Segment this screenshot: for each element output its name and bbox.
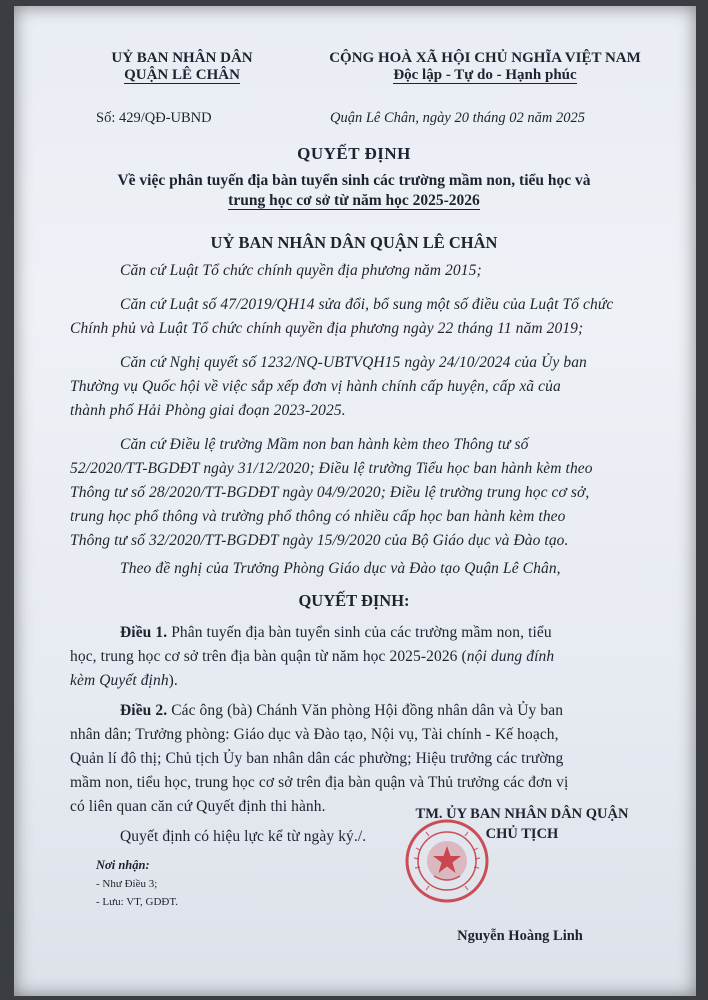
decision-subject-line1: Về việc phân tuyến địa bàn tuyển sinh các trường mầm non, tiểu học và: [117, 172, 591, 189]
basis-line: Thông tư số 32/2020/TT-BGDĐT ngày 15/9/2020 của Bộ Giáo dục và Đào tạo.: [70, 532, 569, 549]
article1-line1: Điều 1. Phân tuyến địa bàn tuyển sinh của các trường mầm non, tiểu: [120, 624, 552, 641]
basis-line: Thường vụ Quốc hội về việc sắp xếp đơn vị hành chính cấp huyện, cấp xã của: [70, 378, 561, 395]
basis-line: Thông tư số 28/2020/TT-BGDĐT ngày 04/9/2020; Điều lệ trường trung học cơ sở,: [70, 484, 590, 501]
issuer-heading: UỶ BAN NHÂN DÂN QUẬN LÊ CHÂN: [210, 233, 498, 252]
nation-motto: Độc lập - Tự do - Hạnh phúc: [393, 67, 577, 83]
nation-title: CỘNG HOÀ XÃ HỘI CHỦ NGHĨA VIỆT NAM: [329, 50, 641, 66]
recipients-label: Nơi nhận:: [96, 858, 150, 872]
article2-line5: có liên quan căn cứ Quyết định thi hành.: [70, 798, 326, 815]
basis-line: Theo đề nghị của Trưởng Phòng Giáo dục và Đào tạo Quận Lê Chân,: [120, 560, 561, 577]
article2-line2: nhân dân; Trưởng phòng: Giáo dục và Đào tạo, Nội vụ, Tài chính - Kế hoạch,: [70, 726, 559, 743]
recipient-item: - Như Điều 3;: [96, 878, 158, 890]
signer-name: Nguyễn Hoàng Linh: [457, 928, 583, 944]
decide-heading: QUYẾT ĐỊNH:: [298, 591, 410, 610]
basis-line: Căn cứ Nghị quyết số 1232/NQ-UBTVQH15 ngày 24/10/2024 của Ủy ban: [120, 354, 587, 371]
doc-number: Số: 429/QĐ-UBND: [96, 110, 212, 126]
decision-title: QUYẾT ĐỊNH: [297, 144, 411, 163]
basis-line: thành phố Hải Phòng giai đoạn 2023-2025.: [70, 402, 346, 419]
basis-line: 52/2020/TT-BGDĐT ngày 31/12/2020; Điều lệ trường Tiểu học ban hành kèm theo: [70, 460, 593, 477]
article2-line1: Điều 2. Các ông (bà) Chánh Văn phòng Hội đồng nhân dân và Ủy ban: [120, 702, 564, 719]
article1-line2: học, trung học cơ sở trên địa bàn quận từ năm học 2025-2026 (nội dung đính: [70, 648, 555, 665]
signature-title: TM. ỦY BAN NHÂN DÂN QUẬN: [415, 806, 629, 822]
article2-line3: Quản lí đô thị; Chủ tịch Ủy ban nhân dân các phường; Hiệu trưởng các trường: [70, 750, 564, 767]
basis-line: Chính phủ và Luật Tổ chức chính quyền địa phương ngày 22 tháng 11 năm 2019;: [70, 320, 584, 337]
effective-clause: Quyết định có hiệu lực kể từ ngày ký./.: [120, 828, 367, 845]
org-name-line1: UỶ BAN NHÂN DÂN: [111, 50, 253, 66]
article2-line4: mầm non, tiểu học, trung học cơ sở trên địa bàn quận và Thủ trưởng các đơn vị: [70, 774, 569, 791]
basis-line: Căn cứ Luật số 47/2019/QH14 sửa đổi, bổ sung một số điều của Luật Tổ chức: [120, 296, 614, 313]
basis-line: Căn cứ Luật Tổ chức chính quyền địa phương năm 2015;: [120, 262, 482, 279]
signature-role: CHỦ TỊCH: [485, 826, 559, 842]
org-name-line2: QUẬN LÊ CHÂN: [124, 67, 240, 83]
recipient-item: - Lưu: VT, GDĐT.: [96, 896, 179, 908]
decision-subject-line2: trung học cơ sở từ năm học 2025-2026: [228, 192, 480, 209]
basis-line: trung học phổ thông và trường phổ thông có nhiều cấp học ban hành kèm theo: [70, 508, 566, 525]
article1-line3: kèm Quyết định).: [70, 672, 178, 689]
place-date: Quận Lê Chân, ngày 20 tháng 02 năm 2025: [330, 110, 585, 126]
basis-line: Căn cứ Điều lệ trường Mầm non ban hành kèm theo Thông tư số: [120, 436, 529, 453]
